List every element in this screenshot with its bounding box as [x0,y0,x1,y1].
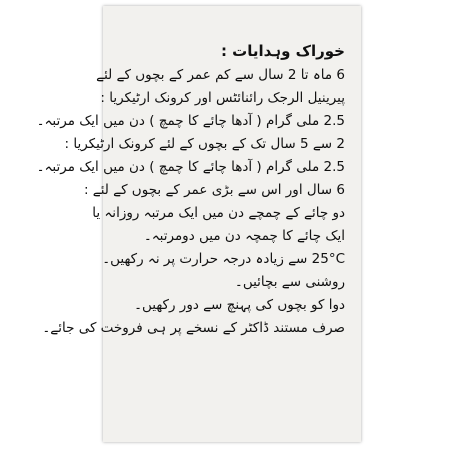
instruction-card [36,6,361,442]
text-line: دوا کو بچوں کی پہنچ سے دور رکھیں۔ [134,297,345,313]
text-line: 2.5 ملی گرام ( آدھا چائے کا چمچ ) دن میں ایک مرتبہ۔ [36,159,345,175]
text-line: 6 سال اور اس سے بڑی عمر کے بچوں کے لئے : [83,182,345,198]
text-line: پیرینیل الرجک رائنائٹس اور کرونک ارٹیکریا : [100,90,345,106]
card-title: خوراک وہدایات : [220,42,345,60]
text-line: دو چائے کے چمچے دن میں ایک مرتبہ روزانہ یا [92,205,345,221]
text-line: 25°C سے زیادہ درجہ حرارت پر نہ رکھیں۔ [102,251,345,267]
text-line: صرف مستند ڈاکٹر کے نسخے پر ہی فروخت کی جائے۔ [42,320,345,336]
text-line: ایک چائے کا چمچہ دن میں دومرتبہ۔ [143,228,345,244]
text-line: 6 ماہ تا 2 سال سے کم عمر کے بچوں کے لئے [96,67,345,83]
text-line: 2.5 ملی گرام ( آدھا چائے کا چمچ ) دن میں ایک مرتبہ۔ [36,113,345,129]
text-line: روشنی سے بچائیں۔ [234,274,345,290]
text-line: 2 سے 5 سال تک کے بچوں کے لئے کرونک ارٹیکریا : [64,136,345,152]
instruction-text [36,38,345,340]
